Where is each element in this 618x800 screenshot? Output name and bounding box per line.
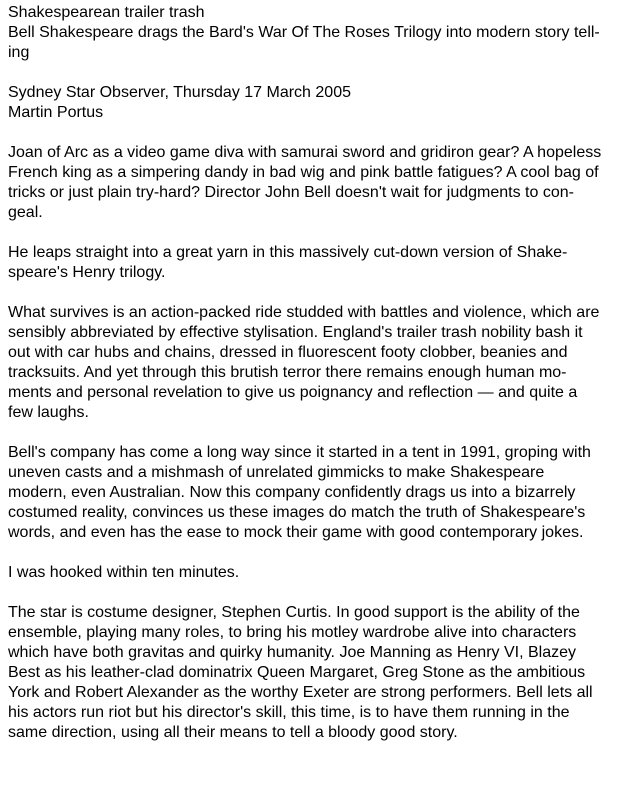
subtitle-line: ing <box>8 44 30 61</box>
paragraph-line: I was hooked within ten minutes. <box>8 564 240 581</box>
paragraph <box>8 563 618 583</box>
paragraph-line: few laughs. <box>8 404 89 421</box>
article-body <box>8 123 618 743</box>
publication-line: Sydney Star Observer, Thursday 17 March 2005 <box>8 84 351 101</box>
paragraph-line: modern, even Australian. Now this company confidently drags us into a bizarrely <box>8 484 576 501</box>
paragraph <box>8 143 618 223</box>
paragraph-line: The star is costume designer, Stephen Curtis. In good support is the ability of the <box>8 604 580 621</box>
article-subtitle <box>8 23 618 63</box>
paragraph-line: his actors run riot but his director's skill, this time, is to have them running in the <box>8 704 570 721</box>
paragraph <box>8 303 618 423</box>
subtitle-line: Bell Shakespeare drags the Bard's War Of The Roses Trilogy into modern story tell- <box>8 24 600 41</box>
paragraph-line: Joan of Arc as a video game diva with samurai sword and gridiron gear? A hopeless <box>8 144 602 161</box>
paragraph-line: ments and personal revelation to give us poignancy and reflection — and quite a <box>8 384 578 401</box>
paragraph-line: Best as his leather-clad dominatrix Queen Margaret, Greg Stone as the ambitious <box>8 664 586 681</box>
paragraph-line: French king as a simpering dandy in bad wig and pink battle fatigues? A cool bag of <box>8 164 599 181</box>
paragraph <box>8 603 618 743</box>
paragraph-line: tracksuits. And yet through this brutish terror there remains enough human mo- <box>8 364 567 381</box>
paragraph-line: York and Robert Alexander as the worthy Exeter are strong performers. Bell lets all <box>8 684 593 701</box>
paragraph-line: What survives is an action-packed ride studded with battles and violence, which are <box>8 304 600 321</box>
paragraph <box>8 443 618 543</box>
paragraph-line: speare's Henry trilogy. <box>8 264 166 281</box>
paragraph-line: costumed reality, convinces us these images do match the truth of Shakespeare's <box>8 504 586 521</box>
article-title: Shakespearean trailer trash <box>8 4 205 21</box>
paragraph-line: words, and even has the ease to mock their game with good contemporary jokes. <box>8 524 584 541</box>
paragraph-line: out with car hubs and chains, dressed in fluorescent footy clobber, beanies and <box>8 344 568 361</box>
paragraph <box>8 243 618 283</box>
paragraph-line: Bell's company has come a long way since it started in a tent in 1991, groping with <box>8 444 591 461</box>
paragraph-line: ensemble, playing many roles, to bring his motley wardrobe alive into characters <box>8 624 577 641</box>
paragraph-line: He leaps straight into a great yarn in this massively cut-down version of Shake- <box>8 244 568 261</box>
paragraph-line: same direction, using all their means to tell a bloody good story. <box>8 724 458 741</box>
paragraph-line: tricks or just plain try-hard? Director John Bell doesn't wait for judgments to con- <box>8 184 574 201</box>
paragraph-line: which have both gravitas and quirky humanity. Joe Manning as Henry VI, Blazey <box>8 644 576 661</box>
paragraph-line: geal. <box>8 204 43 221</box>
paragraph-line: sensibly abbreviated by effective stylisation. England's trailer trash nobility bash it <box>8 324 583 341</box>
paragraph-line: uneven casts and a mishmash of unrelated gimmicks to make Shakespeare <box>8 464 545 481</box>
author-line: Martin Portus <box>8 104 104 121</box>
